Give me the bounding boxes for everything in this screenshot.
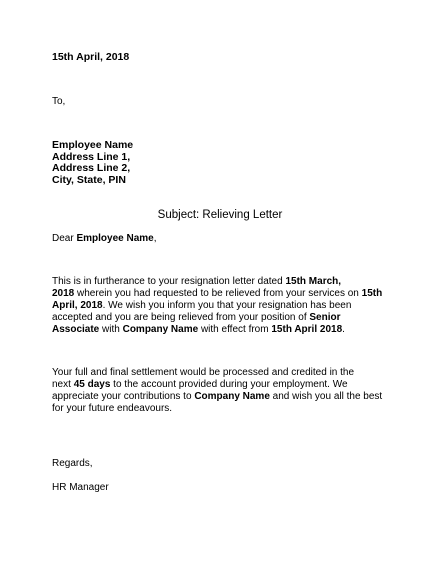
p1-text: with effect from xyxy=(198,324,272,335)
p2-text: next xyxy=(52,379,74,390)
p2-line-2 xyxy=(52,379,392,391)
p1-position: Senior xyxy=(309,312,341,323)
body-paragraph-2 xyxy=(52,367,392,415)
p2-line-4: for your future endeavours. xyxy=(52,403,173,414)
address-city: City, State, PIN xyxy=(52,173,126,186)
address-line-1: Address Line 1, xyxy=(52,150,131,163)
p1-year: 2018 xyxy=(52,288,75,299)
p1-text: . We wish you inform you that your resignation has been xyxy=(102,300,352,311)
p2-text: to the account provided during your employment. We xyxy=(110,379,348,390)
p1-text: with xyxy=(99,324,123,335)
p1-line-4 xyxy=(52,312,392,324)
letter-subject: Subject: Relieving Letter xyxy=(157,209,283,221)
greeting xyxy=(52,233,157,245)
p1-relieve-month: April, 2018 xyxy=(52,300,103,311)
p1-line-5 xyxy=(52,324,392,336)
p1-company-name: Company Name xyxy=(122,324,199,335)
p1-text: wherein you had requested to be relieved from your services on xyxy=(74,288,362,299)
closing-regards: Regards, xyxy=(52,458,93,469)
body-paragraph-1 xyxy=(52,276,392,336)
p1-resignation-date: 15th March, xyxy=(285,276,342,287)
p1-line-3 xyxy=(52,300,392,312)
address-block xyxy=(52,140,133,186)
p2-line-3 xyxy=(52,391,392,403)
p1-text: . xyxy=(342,324,345,335)
p1-position: Associate xyxy=(52,324,100,335)
p1-text: This is in furtherance to your resignation letter dated xyxy=(52,276,286,287)
address-name: Employee Name xyxy=(52,139,134,151)
salutation-to: To, xyxy=(52,96,66,107)
address-line-2: Address Line 2, xyxy=(52,162,131,174)
p1-text: accepted and you are being relieved from your position of xyxy=(52,312,310,323)
greeting-prefix: Dear xyxy=(52,233,77,244)
p1-line-2 xyxy=(52,288,392,300)
greeting-suffix: , xyxy=(153,233,157,244)
p2-text: and wish you all the best xyxy=(269,391,383,402)
signatory: HR Manager xyxy=(52,482,109,493)
p1-effective-date: 15th April 2018 xyxy=(271,324,343,335)
p1-relieve-day: 15th xyxy=(361,288,383,299)
letter-date: 15th April, 2018 xyxy=(52,51,130,63)
greeting-name: Employee Name xyxy=(76,233,154,244)
p2-company-name: Company Name xyxy=(194,391,270,402)
p1-line-1 xyxy=(52,276,392,288)
p2-settlement-days: 45 days xyxy=(73,379,111,390)
p2-line-1: Your full and final settlement would be processed and credited in the xyxy=(52,367,355,378)
p2-text: appreciate your contributions to xyxy=(52,391,195,402)
